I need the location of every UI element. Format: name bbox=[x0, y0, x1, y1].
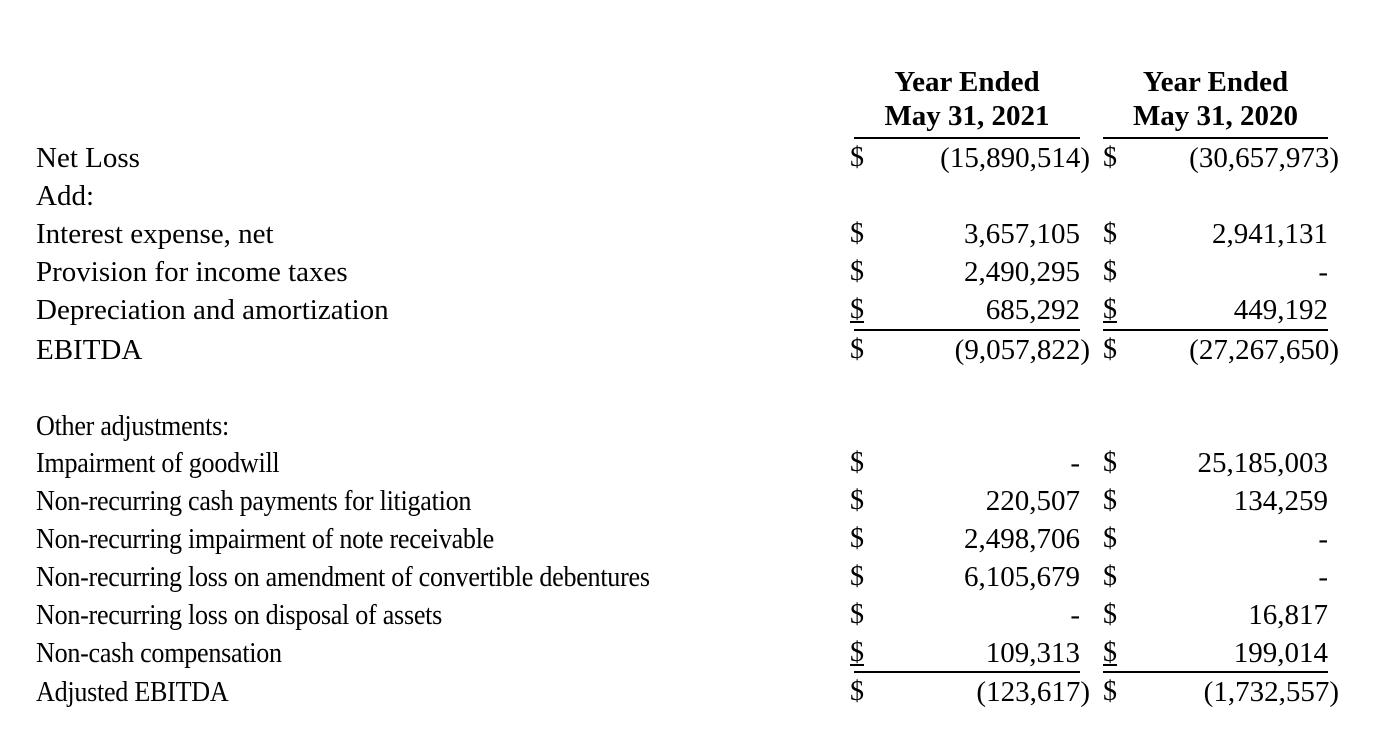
currency-symbol: $ bbox=[1103, 561, 1117, 592]
currency-symbol: $ bbox=[850, 256, 864, 287]
row-label: Non-recurring impairment of note receivable bbox=[36, 523, 494, 555]
currency-symbol: $ bbox=[1103, 256, 1117, 287]
row-label: Interest expense, net bbox=[36, 218, 274, 250]
currency-symbol: $ bbox=[1103, 637, 1117, 668]
value-2021: - bbox=[1070, 599, 1080, 631]
table-row bbox=[0, 216, 1396, 252]
row-label: Adjusted EBITDA bbox=[36, 676, 229, 708]
currency-symbol: $ bbox=[850, 142, 864, 173]
value-2020: (1,732,557) bbox=[1203, 676, 1339, 708]
table-row-ebitda bbox=[0, 332, 1396, 368]
value-2020: - bbox=[1318, 256, 1328, 288]
currency-symbol: $ bbox=[1103, 294, 1117, 325]
value-2021: 2,490,295 bbox=[964, 256, 1080, 288]
value-2021: 685,292 bbox=[985, 294, 1080, 326]
value-2020: - bbox=[1318, 561, 1328, 593]
row-label: Depreciation and amortization bbox=[36, 294, 389, 326]
currency-symbol: $ bbox=[850, 637, 864, 668]
currency-symbol: $ bbox=[1103, 485, 1117, 516]
currency-symbol: $ bbox=[850, 485, 864, 516]
table-row bbox=[0, 483, 1396, 519]
row-label: Provision for income taxes bbox=[36, 256, 348, 288]
column-header-2021-line2: May 31, 2021 bbox=[884, 100, 1050, 132]
value-2021: 109,313 bbox=[985, 637, 1080, 669]
currency-symbol: $ bbox=[850, 561, 864, 592]
value-2021: (9,057,822) bbox=[954, 334, 1090, 366]
subtotal-rule-2020 bbox=[1103, 329, 1328, 331]
subtotal-rule-2021 bbox=[854, 329, 1080, 331]
value-2021: 2,498,706 bbox=[964, 523, 1080, 555]
row-label: Non-recurring loss on disposal of assets bbox=[36, 599, 443, 631]
value-2021: (15,890,514) bbox=[940, 142, 1090, 174]
value-2020: 134,259 bbox=[1233, 485, 1328, 517]
row-label: Non-recurring cash payments for litigation bbox=[36, 485, 472, 517]
currency-symbol: $ bbox=[850, 676, 864, 707]
currency-symbol: $ bbox=[850, 218, 864, 249]
table-row bbox=[0, 635, 1396, 671]
column-header-2020-line2: May 31, 2020 bbox=[1132, 100, 1299, 132]
section-subheading: Add: bbox=[36, 180, 94, 212]
currency-symbol: $ bbox=[1103, 523, 1117, 554]
currency-symbol: $ bbox=[850, 294, 864, 325]
currency-symbol: $ bbox=[1103, 447, 1117, 478]
currency-symbol: $ bbox=[850, 447, 864, 478]
row-label: Non-cash compensation bbox=[36, 637, 282, 669]
currency-symbol: $ bbox=[1103, 334, 1117, 365]
currency-symbol: $ bbox=[850, 599, 864, 630]
value-2021: 6,105,679 bbox=[964, 561, 1080, 593]
value-2021: 3,657,105 bbox=[964, 218, 1080, 250]
row-label: Impairment of goodwill bbox=[36, 447, 280, 479]
column-header-2020-line1: Year Ended bbox=[1142, 66, 1289, 98]
currency-symbol: $ bbox=[1103, 676, 1117, 707]
table-row bbox=[0, 559, 1396, 595]
table-row-adjusted-ebitda bbox=[0, 674, 1396, 710]
value-2020: 25,185,003 bbox=[1197, 447, 1328, 479]
column-header-2021 bbox=[854, 65, 1080, 133]
row-label: Non-recurring loss on amendment of convertible debentures bbox=[36, 561, 650, 593]
value-2020: (27,267,650) bbox=[1189, 334, 1339, 366]
value-2021: (123,617) bbox=[976, 676, 1090, 708]
value-2020: (30,657,973) bbox=[1189, 142, 1339, 174]
value-2021: 220,507 bbox=[985, 485, 1080, 517]
currency-symbol: $ bbox=[850, 334, 864, 365]
value-2021: - bbox=[1070, 447, 1080, 479]
currency-symbol: $ bbox=[1103, 218, 1117, 249]
row-label: Net Loss bbox=[36, 142, 140, 174]
column-header-2021-line1: Year Ended bbox=[894, 66, 1040, 98]
table-row-add-heading bbox=[0, 178, 1396, 214]
table-row-net-loss bbox=[0, 140, 1396, 176]
currency-symbol: $ bbox=[1103, 142, 1117, 173]
currency-symbol: $ bbox=[850, 523, 864, 554]
table-row bbox=[0, 597, 1396, 633]
subtotal-rule-2020 bbox=[1103, 671, 1328, 673]
table-row bbox=[0, 254, 1396, 290]
table-row-other-adjustments-heading bbox=[0, 408, 1396, 444]
value-2020: 2,941,131 bbox=[1212, 218, 1328, 250]
column-header-2020-underline bbox=[1103, 137, 1328, 139]
value-2020: 16,817 bbox=[1248, 599, 1328, 631]
value-2020: 199,014 bbox=[1233, 637, 1328, 669]
value-2020: 449,192 bbox=[1233, 294, 1328, 326]
section-heading: Other adjustments: bbox=[36, 410, 230, 442]
subtotal-rule-2021 bbox=[854, 671, 1080, 673]
table-row bbox=[0, 521, 1396, 557]
value-2020: - bbox=[1318, 523, 1328, 555]
column-header-2021-underline bbox=[854, 137, 1080, 139]
table-row bbox=[0, 445, 1396, 481]
table-row bbox=[0, 292, 1396, 328]
currency-symbol: $ bbox=[1103, 599, 1117, 630]
column-header-2020 bbox=[1103, 65, 1328, 133]
row-label: EBITDA bbox=[36, 334, 143, 366]
